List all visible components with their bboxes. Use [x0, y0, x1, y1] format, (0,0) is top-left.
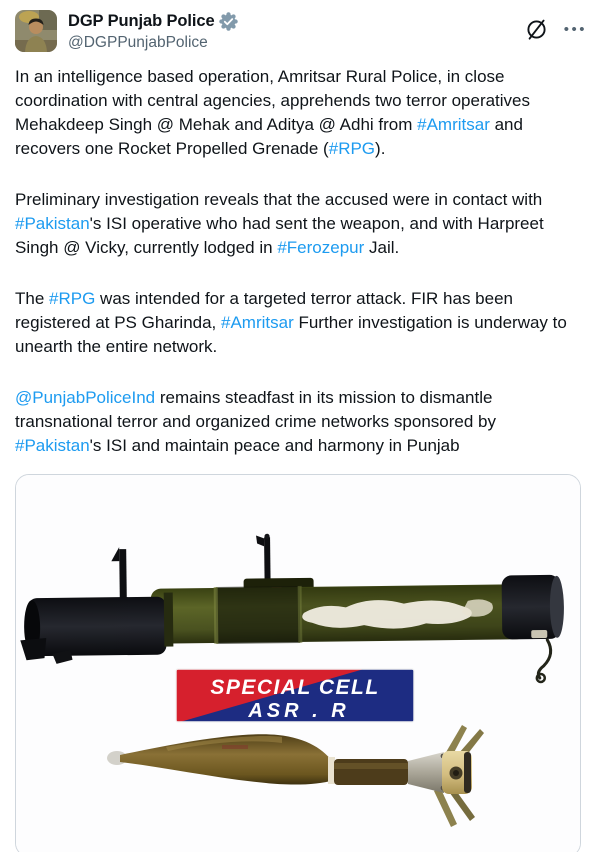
- tweet-paragraph: [15, 65, 587, 161]
- text-segment: remains steadfast in its mission to dismantle transnational terror and organized crime networks sponsored by: [15, 388, 496, 431]
- hashtag-amritsar[interactable]: #Amritsar: [417, 115, 490, 134]
- hashtag-amritsar[interactable]: #Amritsar: [221, 313, 294, 332]
- text-segment: Preliminary investigation reveals that the accused were in contact with: [15, 190, 543, 209]
- avatar[interactable]: [15, 10, 57, 52]
- sign-line2: ASR . R: [248, 700, 350, 722]
- text-segment: ).: [375, 139, 386, 158]
- text-segment: was intended for a targeted terror attack. FIR has been registered at PS Gharinda,: [15, 289, 513, 332]
- hashtag-pakistan[interactable]: #Pakistan: [15, 436, 90, 455]
- grok-slash-icon[interactable]: [525, 18, 548, 41]
- author-handle[interactable]: @DGPPunjabPolice: [68, 33, 208, 51]
- text-segment: Jail.: [364, 238, 400, 257]
- hashtag-rpg[interactable]: #RPG: [49, 289, 96, 308]
- tweet-text: [15, 65, 587, 458]
- special-cell-sign: [176, 669, 414, 722]
- hashtag-pakistan[interactable]: #Pakistan: [15, 214, 90, 233]
- more-ellipsis-icon[interactable]: •••: [563, 20, 587, 38]
- verified-badge-icon: [219, 12, 238, 31]
- tweet-paragraph: [15, 287, 587, 359]
- text-segment: In an intelligence based operation, Amritsar Rural Police, in close coordination with central agencies, apprehends two terror operatives Mehakdeep Singh @ Mehak and Aditya @ Adhi from: [15, 67, 531, 134]
- tweet-paragraph: [15, 188, 587, 260]
- mention-punjabpoliceind[interactable]: @PunjabPoliceInd: [15, 388, 156, 407]
- hashtag-ferozepur[interactable]: #Ferozepur: [277, 238, 365, 257]
- text-segment: The: [15, 289, 50, 308]
- tweet-paragraph: [15, 386, 587, 458]
- sign-line1: SPECIAL CELL: [210, 676, 380, 699]
- author-name[interactable]: DGP Punjab Police: [68, 12, 215, 30]
- hashtag-rpg[interactable]: #RPG: [328, 139, 376, 158]
- tweet-header: [15, 10, 587, 52]
- text-segment: 's ISI operative who had sent the weapon, and with Harpreet Singh @ Vicky, currently lodged in: [15, 214, 544, 257]
- text-segment: 's ISI and maintain peace and harmony in Punjab: [89, 436, 460, 455]
- avatar-image: [15, 10, 57, 52]
- rpg-photo-illustration: [16, 475, 581, 852]
- text-segment: Further investigation is underway to unearth the entire network.: [15, 313, 567, 356]
- tweet-media-photo[interactable]: [15, 474, 581, 852]
- author-names: [68, 10, 238, 52]
- header-actions: [525, 10, 587, 41]
- text-segment: and recovers one Rocket Propelled Grenade (: [15, 115, 523, 158]
